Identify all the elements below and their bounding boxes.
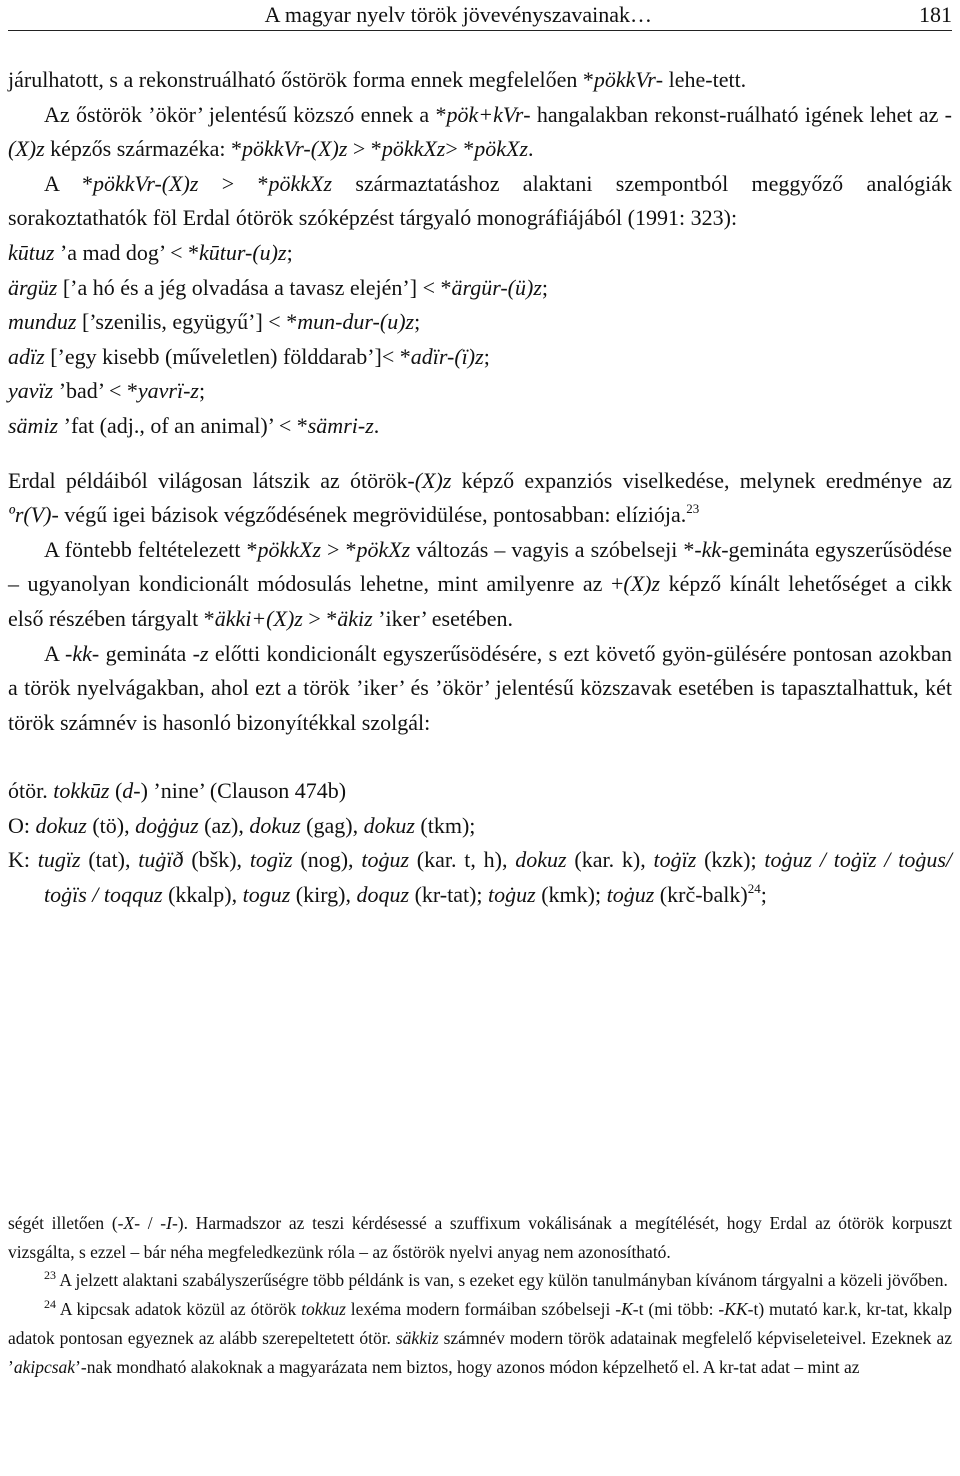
italic-term: akipcsak <box>13 1356 76 1377</box>
italic-term: ºr(V) <box>8 502 52 528</box>
italic-term: munduz <box>8 309 77 335</box>
example-line: ärgüz [’a hó és a jég olvadása a tavasz elején’] < *ärgür-(ü)z; <box>8 274 549 300</box>
italic-term: tokkūz <box>53 778 110 804</box>
italic-term: I <box>166 1213 172 1233</box>
italic-term: tugïz <box>37 847 81 873</box>
italic-term: (X)z <box>8 136 45 162</box>
italic-term: tokkuz <box>301 1299 346 1320</box>
italic-term: pök+kVr <box>446 101 524 127</box>
italic-term: säkkiz <box>395 1327 439 1348</box>
example-line: yavïz ’bad’ < *yavrï-z; <box>8 378 206 404</box>
italic-term: dokuz <box>249 812 301 838</box>
italic-term: kk <box>701 536 722 562</box>
paragraph: Az őstörök ’ökör’ jelentésű közszó ennek a *pök+kVr- hangalakban rekonst-ruálható igének lehet az -(X)z képzős származéka: *pökkVr-(X)z > *pökkXz> *pökXz. <box>8 101 952 162</box>
italic-term: toġuz <box>488 882 536 908</box>
italic-term: d <box>122 778 134 804</box>
paragraph: Erdal példáiból világosan látszik az ótörök-(X)z képző expanziós viselkedése, melynek eredménye az ºr(V)- végű igei bázisok végződésének megrövidülése, pontosabban: elíziója.$^{23}$ <box>8 467 952 528</box>
italic-term: tuġïð <box>138 847 184 873</box>
italic-term: togïz <box>249 847 293 873</box>
paragraph: A *pökkVr-(X)z > *pökkXz származtatáshoz alaktani szempontból meggyőző analógiák sorakoztathatók föl Erdal ótörök szóképzést tárgyaló monográfiájából (1991: 323): <box>8 170 952 231</box>
italic-term: pökXz <box>356 536 411 562</box>
italic-term: adïz <box>8 343 45 369</box>
footnotes <box>8 1209 952 1381</box>
form-line: K: tugïz (tat), tuġïð (bšk), togïz (nog), toġuz (kar. t, h), dokuz (kar. k), toġïz (kzk); toġuz / toġïz / toġus/ toġïs / toqquz (kkalp), toguz (kirg), doquz (kr-tat); toġuz (kmk); toġuz (krč-balk)$^{24}$; <box>8 847 952 908</box>
italic-term: pökkXz <box>268 170 333 196</box>
page-number: 181 <box>919 2 952 27</box>
italic-term: kūtuz <box>8 239 55 265</box>
italic-term: toġuz <box>606 882 655 908</box>
italic-term: ärgüz <box>8 274 58 300</box>
italic-term: sämri-z <box>307 412 374 438</box>
footnote-number: 23 <box>44 1268 56 1283</box>
italic-term: toġuz / toġïz / toġus/ toġïs / toqquz <box>44 847 952 908</box>
italic-term: dokuz <box>35 812 87 838</box>
example-line: munduz [’szenilis, együgyű’] < *mun-dur-(u)z; <box>8 309 421 335</box>
italic-term: doquz <box>356 882 410 908</box>
paragraph: A föntebb feltételezett *pökkXz > *pökXz változás – vagyis a szóbelseji *-kk-gemináta egyszerűsödése – ugyanolyan kondicionált módosulás lehetne, mint amilyenre az +(X)z képző kínált lehetőséget a cikk első részében tárgyalt *äkki+(X)z > *äkiz ’iker’ esetében. <box>8 536 953 631</box>
italic-term: mun-dur-(u)z <box>297 309 415 335</box>
italic-term: pökkVr-(X)z <box>241 136 348 162</box>
italic-term: toġuz <box>361 847 410 873</box>
italic-term: X <box>123 1213 135 1233</box>
italic-term: pökXz <box>474 136 529 162</box>
italic-term: toġïz <box>653 847 697 873</box>
running-title: A magyar nyelv török jövevényszavainak… <box>264 2 652 27</box>
footnote: $^{23}$ A jelzett alaktani szabályszerűségre több példánk is van, s ezeket egy külön tanulmányban kívánom tárgyalni a közeli jövőben. <box>44 1268 948 1291</box>
italic-term: yavrï-z <box>137 378 199 404</box>
example-line: adïz [’egy kisebb (műveletlen) földdarab’]< *adïr-(ï)z; <box>8 343 490 369</box>
paragraph: járulhatott, s a rekonstruálható őstörök forma ennek megfelelően *pökkVr- lehe-tett. <box>8 67 747 92</box>
main-text <box>8 63 952 913</box>
footnote: $^{24}$ A kipcsak adatok közül az ótörök tokkuz lexéma modern formáiban szóbelseji -K-t (mi több: -KK-t) mutató kar.k, kr-tat, kkalp adatok pontosan egyeznek az alább szerepeltetett ótör. säkkiz számnév modern török adatainak megfelelő képviseleteivel. Ezeknek az ’akipcsak’-nak mondható alakoknak a magyarázata nem biztos, hogy azonos módon képzelhető el. A kr-tat adat – mint az <box>8 1297 952 1377</box>
italic-term: toguz <box>242 882 291 908</box>
footnote-number: 24 <box>44 1297 56 1312</box>
example-line: kūtuz ’a mad dog’ < *kūtur-(u)z; <box>8 239 293 265</box>
italic-term: pökkVr <box>593 67 656 92</box>
italic-term: (X)z <box>414 467 452 493</box>
footnote-ref: 23 <box>686 501 700 517</box>
italic-term: sämiz <box>8 412 59 438</box>
italic-term: ärgür-(ü)z <box>451 274 542 300</box>
italic-term: dokuz <box>515 847 567 873</box>
italic-term: äkiz <box>337 605 373 631</box>
italic-term: äkki+(X)z <box>214 605 303 631</box>
italic-term: pökkVr-(X)z <box>93 170 199 196</box>
italic-term: yavïz <box>8 378 54 404</box>
form-line: ótör. tokkūz (d-) ’nine’ (Clauson 474b) <box>8 778 347 804</box>
italic-term: (X)z <box>623 571 661 597</box>
italic-term: z <box>199 640 209 666</box>
italic-term: pökkXz <box>381 136 446 162</box>
italic-term: KK <box>724 1299 748 1320</box>
italic-term: kūtur-(u)z <box>199 239 287 265</box>
italic-term: K <box>621 1299 633 1320</box>
example-line: sämiz ’fat (adj., of an animal)’ < *sämri-z. <box>8 412 380 438</box>
paragraph: A -kk- gemináta -z előtti kondicionált egyszerűsödésére, s ezt követő gyön-gülésére pontosan azokban a török nyelvágakban, ahol ezt a török ’iker’ és ’ökör’ jelentésű közszavak esetében is tapasztalhattuk, két török számnév is hasonló bizonyítékkal szolgál: <box>8 640 952 735</box>
footnote-ref: 24 <box>747 881 761 897</box>
italic-term: pökkXz <box>257 536 322 562</box>
italic-term: kk <box>72 640 92 666</box>
form-line: O: dokuz (tö), doġġuz (az), dokuz (gag), dokuz (tkm); <box>8 812 476 838</box>
italic-term: adïr-(ï)z <box>410 343 484 369</box>
footnote: ségét illetően (-X- / -I-). Harmadszor az teszi kérdésessé a szuffixum vokálisának a megítélését, hogy Erdal az ótörök korpuszt vizsgálta, s ezzel – bár néha megfeledkezünk róla – az őstörök nyelvi anyag nem azonosítható. <box>8 1213 952 1262</box>
page-header <box>8 0 952 31</box>
italic-term: dokuz <box>363 812 415 838</box>
italic-term: doġġuz <box>135 812 199 838</box>
